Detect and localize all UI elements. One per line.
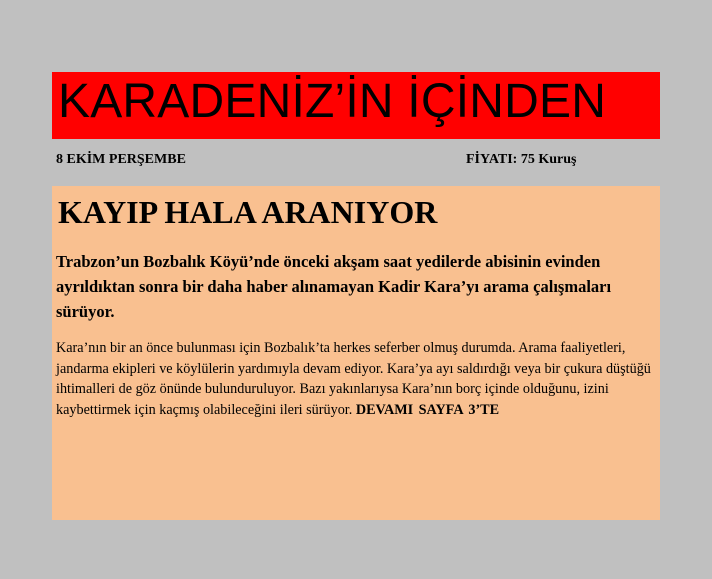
issue-price: FİYATI: 75 Kuruş: [466, 152, 577, 167]
masthead-title: KARADENİZ’İN İÇİNDEN: [58, 75, 607, 128]
article-lead: Trabzon’un Bozbalık Köyü’nde önceki akşam saat yedilerde abisinin evinden ayrıldıktan sonra bir daha haber alınamayan Kadir Kara’yı arama çalışmaları sürüyor.: [56, 252, 612, 321]
article-headline: KAYIP HALA ARANIYOR: [58, 194, 438, 230]
masthead-banner: [52, 72, 660, 139]
article-body: [56, 338, 662, 420]
issue-date: 8 EKİM PERŞEMBE: [56, 152, 186, 167]
continued-link: DEVAMI SAYFA 3’TE: [355, 401, 500, 418]
article-body-text: Kara’nın bir an önce bulunması için Bozbalık’ta herkes seferber olmuş durumda. Arama faaliyetleri, jandarma ekipleri ve köylülerin yardımıyla devam ediyor. Kara’ya ayı saldırdığı veya bir çukura düştüğü ihtimalleri de göz önünde bulunduruluyor. Bazı yakınlarıysa Kara’nın borç içinde olduğunu, izini kaybettirmek için kaçmış olabileceğini ileri sürüyor.: [56, 340, 651, 418]
article-box: [52, 186, 660, 520]
